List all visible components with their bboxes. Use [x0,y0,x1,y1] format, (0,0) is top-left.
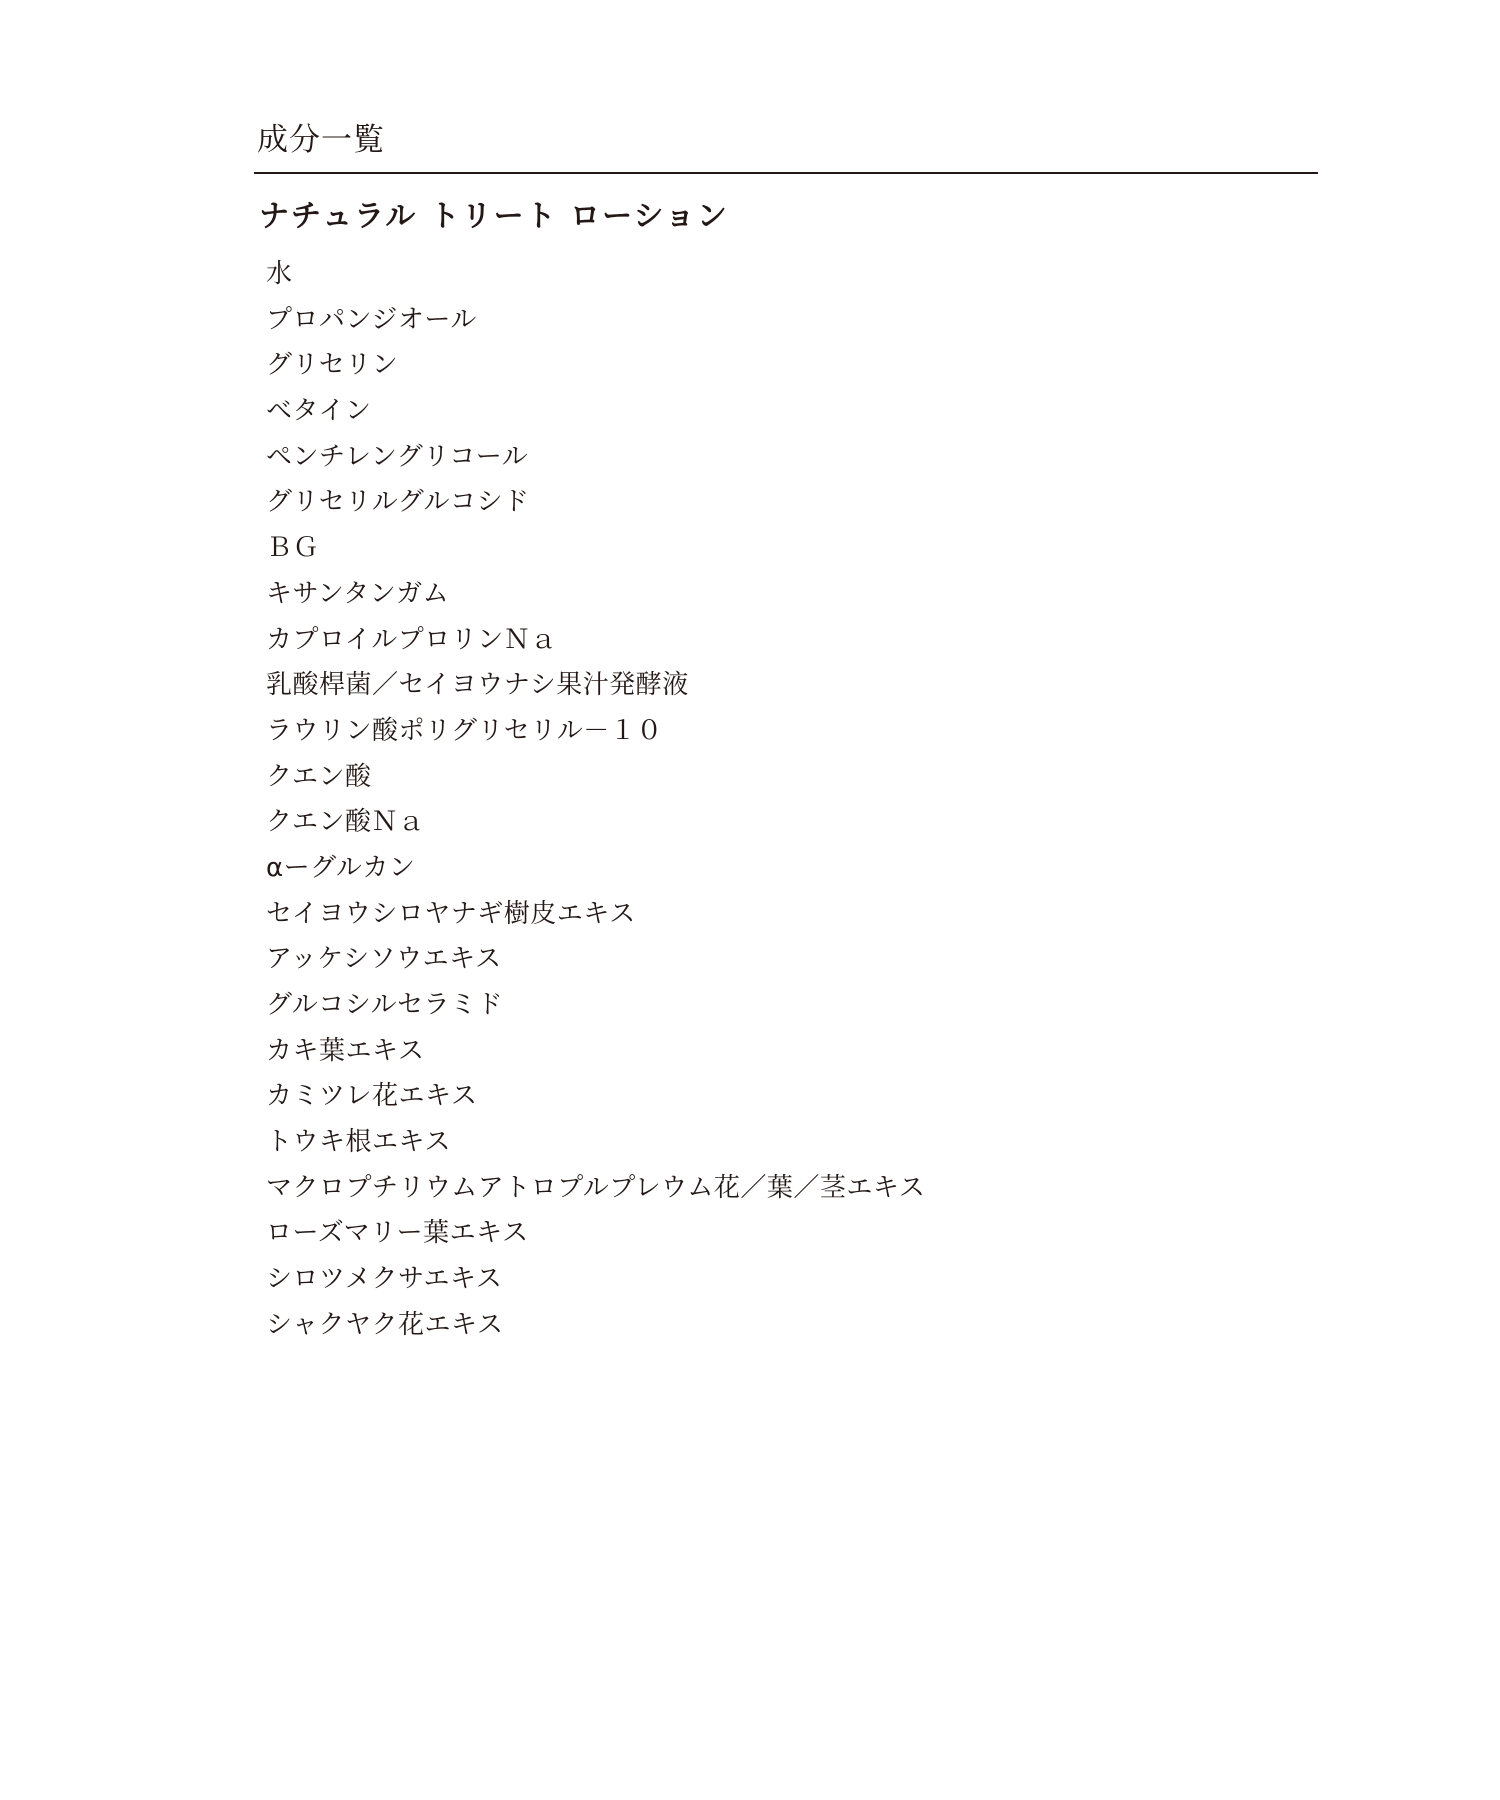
ingredient-item: セイヨウシロヤナギ樹皮エキス [266,898,636,929]
ingredient-item: αーグルカン [266,852,416,883]
ingredient-item: カミツレ花エキス [266,1081,478,1112]
ingredient-item: グリセリルグルコシド [266,487,530,518]
ingredient-item: ペンチレングリコール [266,441,529,472]
title-divider [254,172,1318,174]
ingredient-item: キサンタンガム [266,578,450,609]
ingredient-item: プロパンジオール [266,304,477,335]
ingredient-item: シロツメクサエキス [266,1264,503,1295]
ingredient-item: アッケシソウエキス [266,944,502,975]
ingredient-item: 水 [266,259,293,289]
ingredient-item: ラウリン酸ポリグリセリル－１０ [266,715,663,746]
ingredient-item: シャクヤク花エキス [266,1309,504,1340]
ingredient-item: ＢＧ [266,533,320,564]
ingredient-item: カプロイルプロリンＮａ [266,624,557,655]
ingredient-item: ローズマリー葉エキス [266,1218,529,1249]
ingredient-item: 乳酸桿菌／セイヨウナシ果汁発酵液 [266,670,689,701]
section-title: 成分一覧 [257,122,385,158]
ingredient-item: マクロプチリウムアトロプルプレウム花／葉／茎エキス [266,1172,926,1203]
product-name: ナチュラル トリート ローション [259,199,729,234]
ingredient-item: グルコシルセラミド [266,990,504,1020]
ingredient-item: トウキ根エキス [266,1127,451,1158]
ingredient-list [266,252,925,1349]
ingredient-item: クエン酸 [266,761,372,792]
ingredient-item: グリセリン [266,350,399,381]
ingredient-item: ベタイン [266,396,372,427]
ingredient-item: カキ葉エキス [266,1035,425,1066]
ingredient-item: クエン酸Ｎａ [266,807,425,838]
